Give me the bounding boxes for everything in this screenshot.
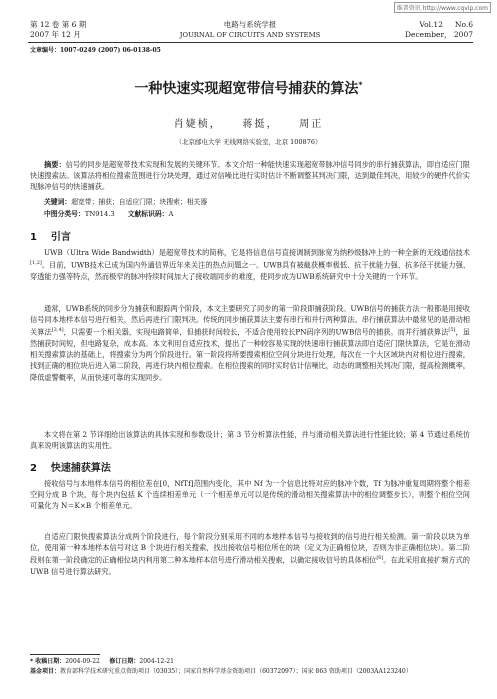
affiliation: （北京邮电大学 无线网络实验室，北京 100876） (175, 138, 322, 146)
header-rule (28, 42, 473, 43)
journal-en: JOURNAL OF CIRCUITS AND SYSTEMS (179, 31, 321, 39)
watermark: 维普资讯 http://www.cqvip.com (394, 2, 491, 13)
paragraph-2: 通常，UWB系统的同步分为捕获和跟踪两个阶段，本文主要研究了同步的第一阶段即捕获阶段。UWB信号的捕获方法一般都是用接收信号同本地样本信号进行相关，然后再进行门限判决。传统的同步捕获算法主要有串行和并行两种算法。串行捕获算法中最常见的是滑动相关算法[3,4]，只需要一个相关器，实现电路简单，但捕获时间较长，不适合使用较长PN码序列的UWB信号的捕获。而并行捕获算法[5]，虽然捕获时间短，但电路复杂，成本高。本文利用自适应技术，提出了一种较容易实现的快速串行捕获算法即自适应门限快算法，它是在滑动相关搜索算法的基础上，将搜索分为两个阶段进行。第一阶段将所要搜索相位空间分块进行处理，每次在一个大区域块内对相位进行搜索，找到正确的相位块后进入第二阶段，再进行块内相位搜索。在相位搜索的同时实时估计信噪比，动态的调整相关判决门限，提高检测概率，降低虚警概率，从而快速可靠的实现同步。 (30, 304, 470, 382)
date-en: December， 2007 (405, 30, 473, 39)
paper-title: 一种快速实现超宽带信号捕获的算法* (134, 80, 363, 97)
footnote-dates: * 收稿日期：2004-09-22 修订日期：2004-12-21 (30, 658, 174, 665)
date-cn: 2007 年 12 月 (30, 30, 81, 39)
journal-cn: 电路与系统学报 (223, 20, 277, 29)
footnote-rule (30, 654, 100, 655)
paragraph-3: 本文将在第 2 节详细给出该算法的具体实现和参数设计；第 3 节分析算法性能，并与滑动相关算法进行性能比较；第 4 节通过系统仿真来说明该算法的实用性。 (30, 430, 470, 451)
abstract: 摘要：信号的同步是超宽带技术实现和发展的关键环节。本文介绍一种能快速实现超宽带脉冲信号同步的串行捕获算法，即自适应门限快速搜索法。该算法将相位搜索范围进行分块处理，通过对信噪比进行实时估计不断调整其判决门限，达到最佳判决，用较少的硬件代价实现脉冲信号的快速捕获。 (30, 160, 470, 192)
footnote-fund: 基金项目：教育部科学技术研究重点资助项目（03035）；国家自然科学基金资助项目（60372097）；国家 863 资助项目（2003AA123240） (30, 668, 412, 675)
article-number: 文章编号：1007-0249 (2007) 06-0138-05 (30, 47, 161, 54)
volume-cn: 第 12 卷 第 6 期 (30, 20, 87, 29)
paragraph-5: 自适应门限快搜索算法分成两个阶段进行，每个阶段分别采用不同的本地样本信号与接收到的信号进行相关检测。第一阶段以块为单位，使用第一种本地样本信号对这 B 个块进行相关搜索，找出接收信号相位所在的块（定义为正确相位块，否则为非正确相位块）。第二阶段则在第一阶段确定的正确相位块内利用第二种本地样本信号进行滑动相关搜索，以确定接收信号的具体相位[6]。在此采用直接扩频方式的 UWB 信号进行算法研究。 (30, 532, 470, 576)
authors: 肖婕桢， 蒋挺， 周正 (173, 119, 324, 130)
section-heading-intro: 1 引言 (30, 232, 71, 243)
paragraph-4: 接收信号与本地样本信号的相位差在[0，NfTf]范围内变化，其中 Nf 为一个信息比特对应的脉冲个数，Tf 为脉冲重复周期将整个相差空间分成 B 个块，每个块内包括 K 个连续相差单元（一个相差单元可以是传统的滑动相关搜索算法中的相位调整步长），则整个相位空间可量化为 N＝K×B 个相差单元。 (30, 479, 470, 511)
paragraph-1: UWB（Ultra Wide Bandwidth）是超宽带技术的简称，它是将信息信号直接调制到脉宽为纳秒级脉冲上的一种全新的无线通信技术[1,2]。目前，UWB技术已成为国内外通信界近年来关注的热点问题之一。UWB具有被截获概率极低、抗干扰能力强、抗多径干扰能力强、穿透能力强等特点，然而极窄的脉冲持续时间加大了接收端同步的难度，使同步成为UWB系统研究中十分关键的一个环节。 (30, 248, 470, 281)
volume-en: Vol.12 No.6 (419, 20, 473, 29)
section-heading-algorithm: 2 快速捕获算法 (30, 463, 111, 474)
keywords: 关键词：超宽带；捕获；自适应门限；块搜索；相关器 (44, 198, 208, 206)
classification: 中图分类号：TN914.3 文献标识码：A (44, 210, 174, 218)
